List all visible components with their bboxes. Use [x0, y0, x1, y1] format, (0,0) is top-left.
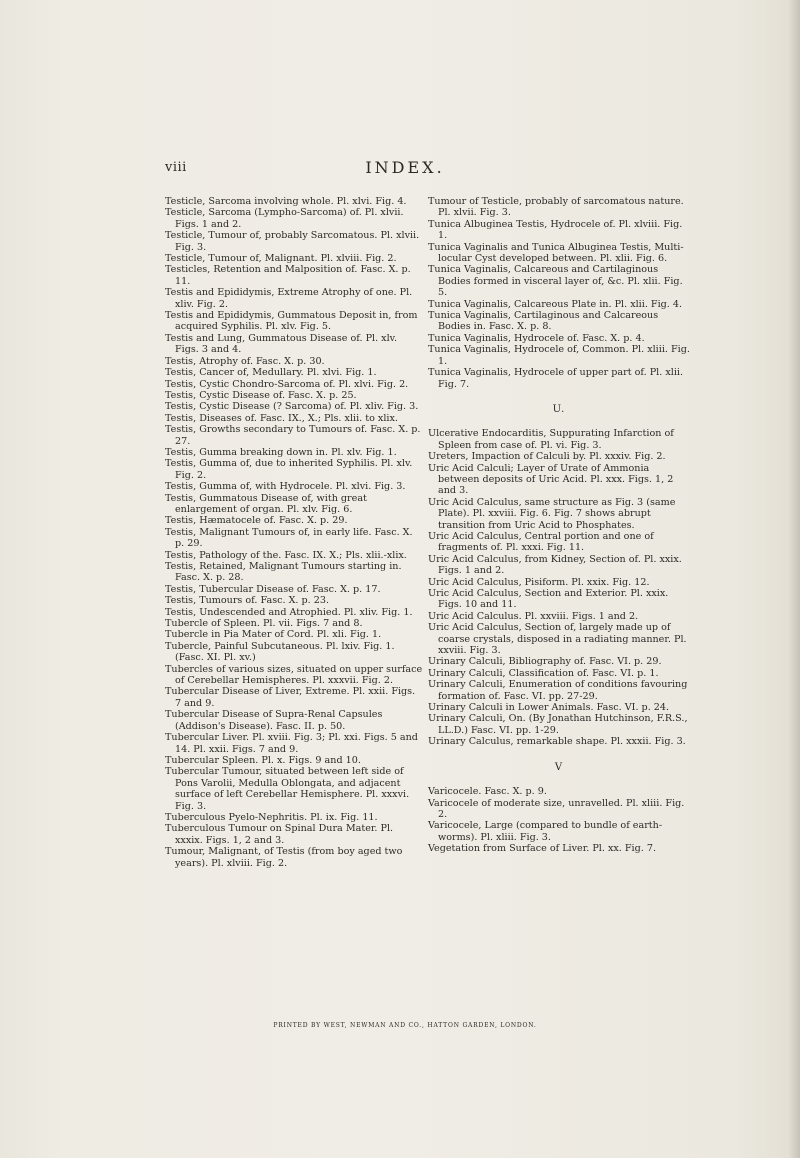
index-entry: Testicle, Sarcoma (Lympho-Sarcoma) of. Pl. xlvii. Figs. 1 and 2. [165, 207, 404, 230]
index-entry: Urinary Calculi in Lower Animals. Fasc. VI. p. 24. [428, 702, 670, 714]
page-header [165, 160, 645, 180]
index-entry: Testis, Cystic Chondro-Sarcoma of. Pl. xlvi. Fig. 2. [165, 378, 409, 390]
page-edge-shadow [788, 0, 800, 1158]
left-column [165, 196, 423, 869]
index-entry: Testis, Pathology of the. Fasc. IX. X.; Pls. xlii.-xlix. [165, 549, 407, 561]
index-entry: Tunica Vaginalis, Calcareous and Cartilaginous Bodies formed in visceral layer of, &c. Pl. xlii. Fig. 5. [428, 264, 683, 299]
u-entries [428, 428, 690, 747]
index-entry: Tuberculous Pyelo-Nephritis. Pl. ix. Fig. 11. [165, 811, 378, 823]
index-entry: Tubercular Disease of Supra-Renal Capsules (Addison's Disease). Fasc. II. p. 50. [165, 709, 383, 732]
index-entry: Testis and Epididymis, Extreme Atrophy of one. Pl. xliv. Fig. 2. [165, 287, 413, 310]
index-entry: Urinary Calculi, Enumeration of conditions favouring formation of. Fasc. VI. pp. 27-29. [428, 679, 688, 702]
right-column [428, 196, 690, 855]
index-entry: Varicocele of moderate size, unravelled. Pl. xliii. Fig. 2. [428, 797, 685, 820]
index-entry: Tunica Vaginalis, Cartilaginous and Calcareous Bodies in. Fasc. X. p. 8. [428, 310, 659, 333]
index-entry: Testicles, Retention and Malposition of. Fasc. X. p. 11. [165, 264, 411, 287]
index-entry: Testis, Cancer of, Medullary. Pl. xlvi. Fig. 1. [165, 367, 377, 379]
index-entry: Uric Acid Calculus. Pl. xxviii. Figs. 1 and 2. [428, 610, 639, 622]
index-entry: Testis, Diseases of. Fasc. IX., X.; Pls. xlii. to xlix. [165, 412, 398, 424]
index-entry: Urinary Calculi, On. (By Jonathan Hutchinson, F.R.S., LL.D.) Fasc. VI. pp. 1-29. [428, 713, 688, 736]
index-entry: Uric Acid Calculus, Pisiform. Pl. xxix. Fig. 12. [428, 576, 650, 588]
index-entry: Testis, Atrophy of. Fasc. X. p. 30. [165, 355, 325, 367]
index-entry: Tumour, Malignant, of Testis (from boy aged two years). Pl. xlviii. Fig. 2. [165, 846, 403, 869]
index-entry: Tubercular Tumour, situated between left side of Pons Varolii, Medulla Oblongata, and adjacent surface of left Cerebellar Hemisphere. Pl. xxxvi. Fig. 3. [165, 766, 410, 812]
index-entry: Tubercular Liver. Pl. xviii. Fig. 3; Pl. xxi. Figs. 5 and 14. Pl. xxii. Figs. 7 and 9. [165, 732, 418, 755]
index-entry: Tubercle, Painful Subcutaneous. Pl. lxiv. Fig. 1. (Fasc. XI. Pl. xv.) [165, 640, 395, 664]
index-entry: Urinary Calculus, remarkable shape. Pl. xxxii. Fig. 3. [428, 736, 686, 748]
index-entry: Testis, Cystic Disease of. Fasc. X. p. 25. [165, 389, 357, 401]
index-entry: Testis, Hæmatocele of. Fasc. X. p. 29. [165, 515, 348, 527]
index-entry: Testicle, Sarcoma involving whole. Pl. xlvi. Fig. 4. [165, 196, 407, 207]
index-entry: Testis, Cystic Disease (? Sarcoma) of. Pl. xliv. Fig. 3. [165, 401, 419, 413]
index-entry: Uric Acid Calculus, same structure as Fig. 3 (same Plate). Pl. xxviii. Fig. 6. Fig. 7 shows abrupt transition from Uric Acid to Phosphates. [428, 496, 676, 531]
index-entry: Urinary Calculi, Classification of. Fasc. VI. p. 1. [428, 667, 659, 679]
v-entries [428, 786, 690, 854]
index-entry: Testis, Tumours of. Fasc. X. p. 23. [165, 595, 330, 607]
index-entry: Uric Acid Calculus, Central portion and one of fragments of. Pl. xxxi. Fig. 11. [428, 530, 654, 554]
index-entry: Varicocele. Fasc. X. p. 9. [428, 786, 547, 798]
index-entry: Ureters, Impaction of Calculi by. Pl. xxxiv. Fig. 2. [428, 451, 666, 463]
index-entry: Tubercular Disease of Liver, Extreme. Pl. xxii. Figs. 7 and 9. [165, 686, 416, 709]
index-entry: Tunica Vaginalis and Tunica Albuginea Testis, Multi-locular Cyst developed between. Pl. xlii. Fig. 6. [428, 241, 684, 265]
index-entry: Tubercles of various sizes, situated on upper surface of Cerebellar Hemispheres. Pl. xxxvii. Fig. 2. [165, 663, 423, 687]
index-entry: Uric Acid Calculi; Layer of Urate of Ammonia between deposits of Uric Acid. Pl. xxx. Figs. 1, 2 and 3. [428, 462, 674, 497]
index-entry: Ulcerative Endocarditis, Suppurating Infarction of Spleen from case of. Pl. vi. Fig. 3. [428, 428, 674, 451]
section-letter-v: V [554, 761, 564, 773]
index-entry: Testicle, Tumour of, Malignant. Pl. xlviii. Fig. 2. [165, 253, 397, 265]
index-entry: Testis, Gumma of, due to inherited Syphilis. Pl. xlv. Fig. 2. [165, 458, 413, 481]
index-entry: Tumour of Testicle, probably of sarcomatous nature. Pl. xlvii. Fig. 3. [428, 196, 684, 219]
index-entry: Tunica Vaginalis, Hydrocele of upper part of. Pl. xlii. Fig. 7. [428, 367, 684, 390]
page-title: INDEX. [365, 158, 445, 177]
index-entry: Uric Acid Calculus, Section of, largely made up of coarse crystals, disposed in a radiating manner. Pl. xxviii. Fig. 3. [428, 622, 687, 657]
index-entry: Vegetation from Surface of Liver. Pl. xx. Fig. 7. [428, 843, 657, 855]
index-entry: Tubercle in Pia Mater of Cord. Pl. xli. Fig. 1. [165, 629, 382, 641]
index-entry: Tunica Vaginalis, Hydrocele of, Common. Pl. xliii. Fig. 1. [428, 344, 690, 367]
index-entry: Varicocele, Large (compared to bundle of earth-worms). Pl. xliii. Fig. 3. [428, 820, 663, 843]
index-entry: Tuberculous Tumour on Spinal Dura Mater. Pl. xxxix. Figs. 1, 2 and 3. [165, 823, 394, 846]
index-entry: Testis, Retained, Malignant Tumours starting in. Fasc. X. p. 28. [165, 561, 402, 584]
index-entry: Tunica Vaginalis, Hydrocele of. Fasc. X. p. 4. [428, 332, 645, 344]
index-entry: Tunica Vaginalis, Calcareous Plate in. Pl. xlii. Fig. 4. [428, 298, 683, 310]
index-entry: Testis, Gumma of, with Hydrocele. Pl. xlvi. Fig. 3. [165, 481, 406, 493]
index-entry: Testis and Epididymis, Gummatous Deposit in, from acquired Syphilis. Pl. xlv. Fig. 5. [165, 310, 418, 333]
page-number: viii [165, 160, 187, 175]
index-entry: Testis, Gummatous Disease of, with great enlargement of organ. Pl. xlv. Fig. 6. [165, 492, 367, 515]
index-entry: Tubercular Spleen. Pl. x. Figs. 9 and 10. [165, 754, 361, 766]
index-entry: Testis, Undescended and Atrophied. Pl. xliv. Fig. 1. [165, 606, 413, 618]
index-entry: Testis, Tubercular Disease of. Fasc. X. p. 17. [165, 583, 381, 595]
index-entry: Uric Acid Calculus, Section and Exterior. Pl. xxix. Figs. 10 and 11. [428, 588, 669, 611]
index-entry: Tunica Albuginea Testis, Hydrocele of. Pl. xlviii. Fig. 1. [428, 218, 683, 242]
index-entry: Testicle, Tumour of, probably Sarcomatous. Pl. xlvii. Fig. 3. [165, 230, 420, 253]
index-entry: Tubercle of Spleen. Pl. vii. Figs. 7 and 8. [165, 618, 363, 630]
index-entry: Testis and Lung, Gummatous Disease of. Pl. xlv. Figs. 3 and 4. [165, 332, 397, 356]
section-letter-u: U. [552, 403, 566, 415]
printer-imprint: PRINTED BY WEST, NEWMAN AND CO., HATTON GARDEN, LONDON. [273, 1022, 537, 1029]
index-entry: Uric Acid Calculus, from Kidney, Section of. Pl. xxix. Figs. 1 and 2. [428, 553, 682, 577]
index-entry: Testis, Growths secondary to Tumours of. Fasc. X. p. 27. [165, 424, 421, 447]
index-entry: Urinary Calculi, Bibliography of. Fasc. VI. p. 29. [428, 656, 662, 668]
t-entries [428, 196, 690, 390]
index-entry: Testis, Gumma breaking down in. Pl. xlv. Fig. 1. [165, 446, 397, 458]
index-entry: Testis, Malignant Tumours of, in early life. Fasc. X. p. 29. [165, 526, 413, 550]
